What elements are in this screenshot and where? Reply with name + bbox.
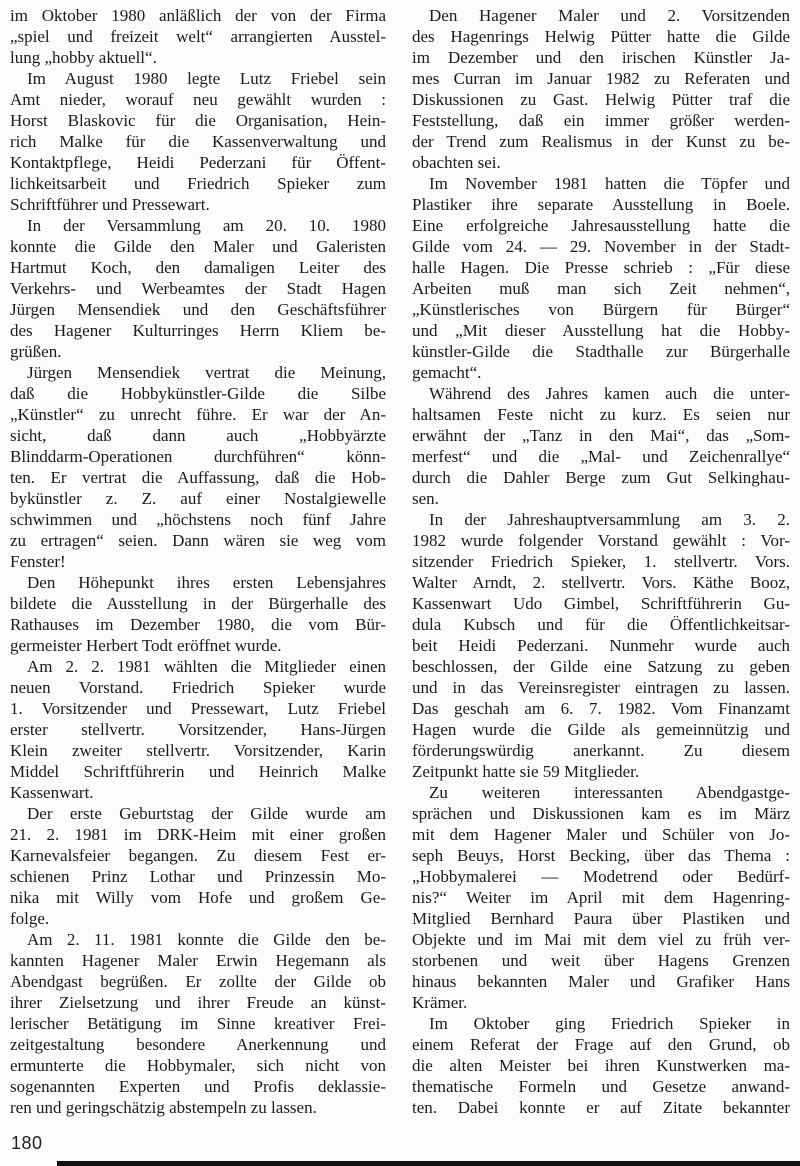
text-line: „spiel und freizeit welt“ arrangierten Ausstel- [10,27,386,46]
text-line: Abendgast begrüßen. Er zollte der Gilde ob [10,972,386,991]
text-line: erwähnt der „Tanz in den Mai“, das „Som- [412,426,790,445]
text-line: halle Hagen. Die Presse schrieb : „Für diese [412,258,790,277]
paragraph [10,929,386,1118]
text-line: In der Versammlung am 20. 10. 1980 [27,216,386,235]
text-line: In der Jahreshauptversammlung am 3. 2. [429,510,790,529]
text-line: ihrer Zielsetzung und ihrer Freude an künst- [10,993,386,1012]
text-line: förderungswürdig anerkannt. Zu diesem [412,741,790,760]
paragraph [10,68,386,215]
text-line: „Künstler“ zu unrecht führe. Er war der An- [10,405,386,424]
text-line: Hartmut Koch, den damaligen Leiter des [10,258,386,277]
text-line: grüßen. [10,342,62,361]
text-line: 1982 wurde folgender Vorstand gewählt : Vor- [412,531,790,550]
paragraph [412,782,790,1013]
text-line: Gilde vom 24. — 29. November in der Stadt- [412,237,790,256]
paragraph [412,383,790,509]
text-line: Der erste Geburtstag der Gilde wurde am [27,804,386,823]
text-line: Eine erfolgreiche Jahresausstellung hatte die [412,216,790,235]
text-line: Am 2. 11. 1981 konnte die Gilde den be- [27,930,386,949]
text-line: neuen Vorstand. Friedrich Spieker wurde [10,678,386,697]
text-line: 1. Vorsitzender und Pressewart, Lutz Friebel [10,699,386,718]
text-line: gemacht“. [412,363,482,382]
text-line: Kassenwart Udo Gimbel, Schriftführerin Gu- [412,594,790,613]
text-line: und in das Vereinsregister eintragen zu lassen. [412,678,790,697]
paragraph [412,1013,790,1118]
text-line: Blinddarm-Operationen durchführen“ könn- [10,447,386,466]
text-line: Middel Schriftführerin und Heinrich Malke [10,762,386,781]
paragraph [10,803,386,929]
text-line: Fenster! [10,552,66,571]
text-line: Jürgen Mensendiek und den Geschäftsführer [10,300,386,319]
text-line: Rathauses im Dezember 1980, die vom Bür- [10,615,386,634]
text-line: germeister Herbert Todt eröffnet wurde. [10,636,282,655]
text-line: Jürgen Mensendiek vertrat die Meinung, [27,363,386,382]
text-line: Den Hagener Maler und 2. Vorsitzenden [429,6,790,25]
text-line: ren und geringschätzig abstempeln zu lassen. [10,1098,317,1117]
text-line: beit Heidi Pederzani. Nunmehr wurde auch [412,636,790,655]
text-line: schienen Prinz Lothar und Prinzessin Mo- [10,867,386,886]
text-line: die alten Meister bei ihren Kunstwerken ma- [412,1056,790,1075]
text-line: Schriftführer und Pressewart. [10,195,210,214]
text-line: Walter Arndt, 2. stellvertr. Vors. Käthe Booz, [412,573,790,592]
text-line: bildete die Ausstellung in der Bürgerhalle des [10,594,386,613]
text-line: Zu weiteren interessanten Abendgastge- [429,783,790,802]
text-line: haltsamen Feste nicht zu kurz. Es seien nur [412,405,790,424]
text-line: Im August 1980 legte Lutz Friebel sein [27,69,386,88]
text-line: durch die Dahler Berge zum Gut Selkinghau- [412,468,790,487]
text-line: Krämer. [412,993,468,1012]
text-line: nis?“ Weiter im April mit dem Hagenring- [412,888,790,907]
text-line: Arbeiten muß man sich Zeit nehmen“, [412,279,790,298]
text-line: Hagen wurde die Gilde als gemeinnützig und [412,720,790,739]
text-line: nika mit Willy vom Hofe und großem Ge- [10,888,386,907]
text-line: Diskussionen zu Gast. Helwig Pütter traf die [412,90,790,109]
text-line: schwimmen und „höchstens noch fünf Jahre [10,510,386,529]
text-line: zu ertragen“ seien. Dann wären sie weg vom [10,531,386,550]
text-line: 21. 2. 1981 im DRK-Heim mit einer großen [10,825,386,844]
text-line: „Hobbymalerei — Modetrend oder Bedürf- [412,867,790,886]
text-line: Im Oktober ging Friedrich Spieker in [429,1014,790,1033]
text-line: ermunterte die Hobbymaler, sich nicht von [10,1056,386,1075]
text-line: Horst Blaskovic für die Organisation, Hein- [10,111,386,130]
text-line: Verkehrs- und Werbeamtes der Stadt Hagen [10,279,386,298]
paragraph [10,656,386,803]
text-line: lichkeitsarbeit und Friedrich Spieker zum [10,174,386,193]
paragraph [10,362,386,572]
text-line: Zeitpunkt hatte sie 59 Mitglieder. [412,762,640,781]
text-line: obachten sei. [412,153,501,172]
page-number: 180 [11,1133,43,1153]
text-line: zeitgestaltung besondere Anerkennung und [10,1035,386,1054]
text-line: Amt nieder, worauf neu gewählt wurden : [10,90,386,109]
text-line: sprächen und Diskussionen kam es im März [412,804,790,823]
text-line: erster stellvertr. Vorsitzender, Hans-Jürgen [10,720,386,739]
paragraph [10,572,386,656]
text-line: der Trend zum Realismus in der Kunst zu be- [412,132,790,151]
text-line: Kontaktpflege, Heidi Pederzani für Öffent- [10,153,386,172]
right-text-column [412,5,790,1118]
text-line: hinaus bekannten Maler und Grafiker Hans [412,972,790,991]
paragraph [10,5,386,68]
text-line: thematische Formeln und Gesetze anwand- [412,1077,790,1096]
text-line: des Hagenrings Helwig Pütter hatte die Gilde [412,27,790,46]
text-line: rich Malke für die Kassenverwaltung und [10,132,386,151]
text-line: Karnevalsfeier begangen. Zu diesem Fest er- [10,846,386,865]
bottom-scan-artifact-bar [57,1161,800,1166]
text-line: konnte die Gilde den Maler und Galeristen [10,237,386,256]
text-line: und „Mit dieser Ausstellung hat die Hobby- [412,321,790,340]
text-line: lung „hobby aktuell“. [10,48,157,67]
text-line: Feststellung, daß ein immer größer werden- [412,111,790,130]
text-line: mit dem Hagener Maler und Schüler von Jo- [412,825,790,844]
paragraph [10,215,386,362]
text-line: im Oktober 1980 anläßlich der von der Firma [10,6,386,25]
text-line: Im November 1981 hatten die Töpfer und [429,174,790,193]
text-line: storbenen und weit über Hagens Grenzen [412,951,790,970]
text-line: Plastiker ihre separate Ausstellung in Boele. [412,195,790,214]
text-line: ten. Dabei konnte er auf Zitate bekannter [412,1098,790,1117]
text-line: folge. [10,909,50,928]
text-line: bykünstler z. Z. auf einer Nostalgiewelle [10,489,386,508]
text-line: sitzender Friedrich Spieker, 1. stellvertr. Vors. [412,552,790,571]
text-line: sogenannten Experten und Profis deklassie- [10,1077,386,1096]
text-line: künstler-Gilde die Stadthalle zur Bürgerhalle [412,342,790,361]
text-line: sicht, daß dann auch „Hobbyärzte [10,426,386,445]
paragraph [412,509,790,782]
paragraph [412,173,790,383]
text-line: merfest“ und die „Mal- und Zeichenrallye“ [412,447,790,466]
left-text-column [10,5,386,1118]
text-line: einem Referat der Frage auf den Grund, ob [412,1035,790,1054]
text-line: Klein zweiter stellvertr. Vorsitzender, Karin [10,741,386,760]
text-line: des Hagener Kulturringes Herrn Kliem be- [10,321,386,340]
text-line: dula Kubsch und für die Öffentlichkeitsar- [412,615,790,634]
text-line: Objekte und im Mai mit dem viel zu früh ver- [412,930,790,949]
text-line: lerischer Betätigung im Sinne kreativer Frei- [10,1014,386,1033]
text-line: Kassenwart. [10,783,94,802]
text-line: „Künstlerisches von Bürgern für Bürger“ [412,300,790,319]
text-line: sen. [412,489,439,508]
text-line: seph Beuys, Horst Becking, über das Thema : [412,846,790,865]
text-line: daß die Hobbykünstler-Gilde die Silbe [10,384,386,403]
text-line: beschlossen, der Gilde eine Satzung zu geben [412,657,790,676]
text-line: Den Höhepunkt ihres ersten Lebensjahres [27,573,386,592]
text-line: Während des Jahres kamen auch die unter- [429,384,790,403]
text-line: ten. Er vertrat die Auffassung, daß die Hob- [10,468,386,487]
text-line: Mitglied Bernhard Paura über Plastiken und [412,909,790,928]
text-line: kannten Hagener Maler Erwin Hegemann als [10,951,386,970]
text-line: Am 2. 2. 1981 wählten die Mitglieder einen [27,657,386,676]
paragraph [412,5,790,173]
text-line: mes Curran im Januar 1982 zu Referaten und [412,69,790,88]
text-line: im Dezember und den irischen Künstler Ja- [412,48,790,67]
text-line: Das geschah am 6. 7. 1982. Vom Finanzamt [412,699,790,718]
